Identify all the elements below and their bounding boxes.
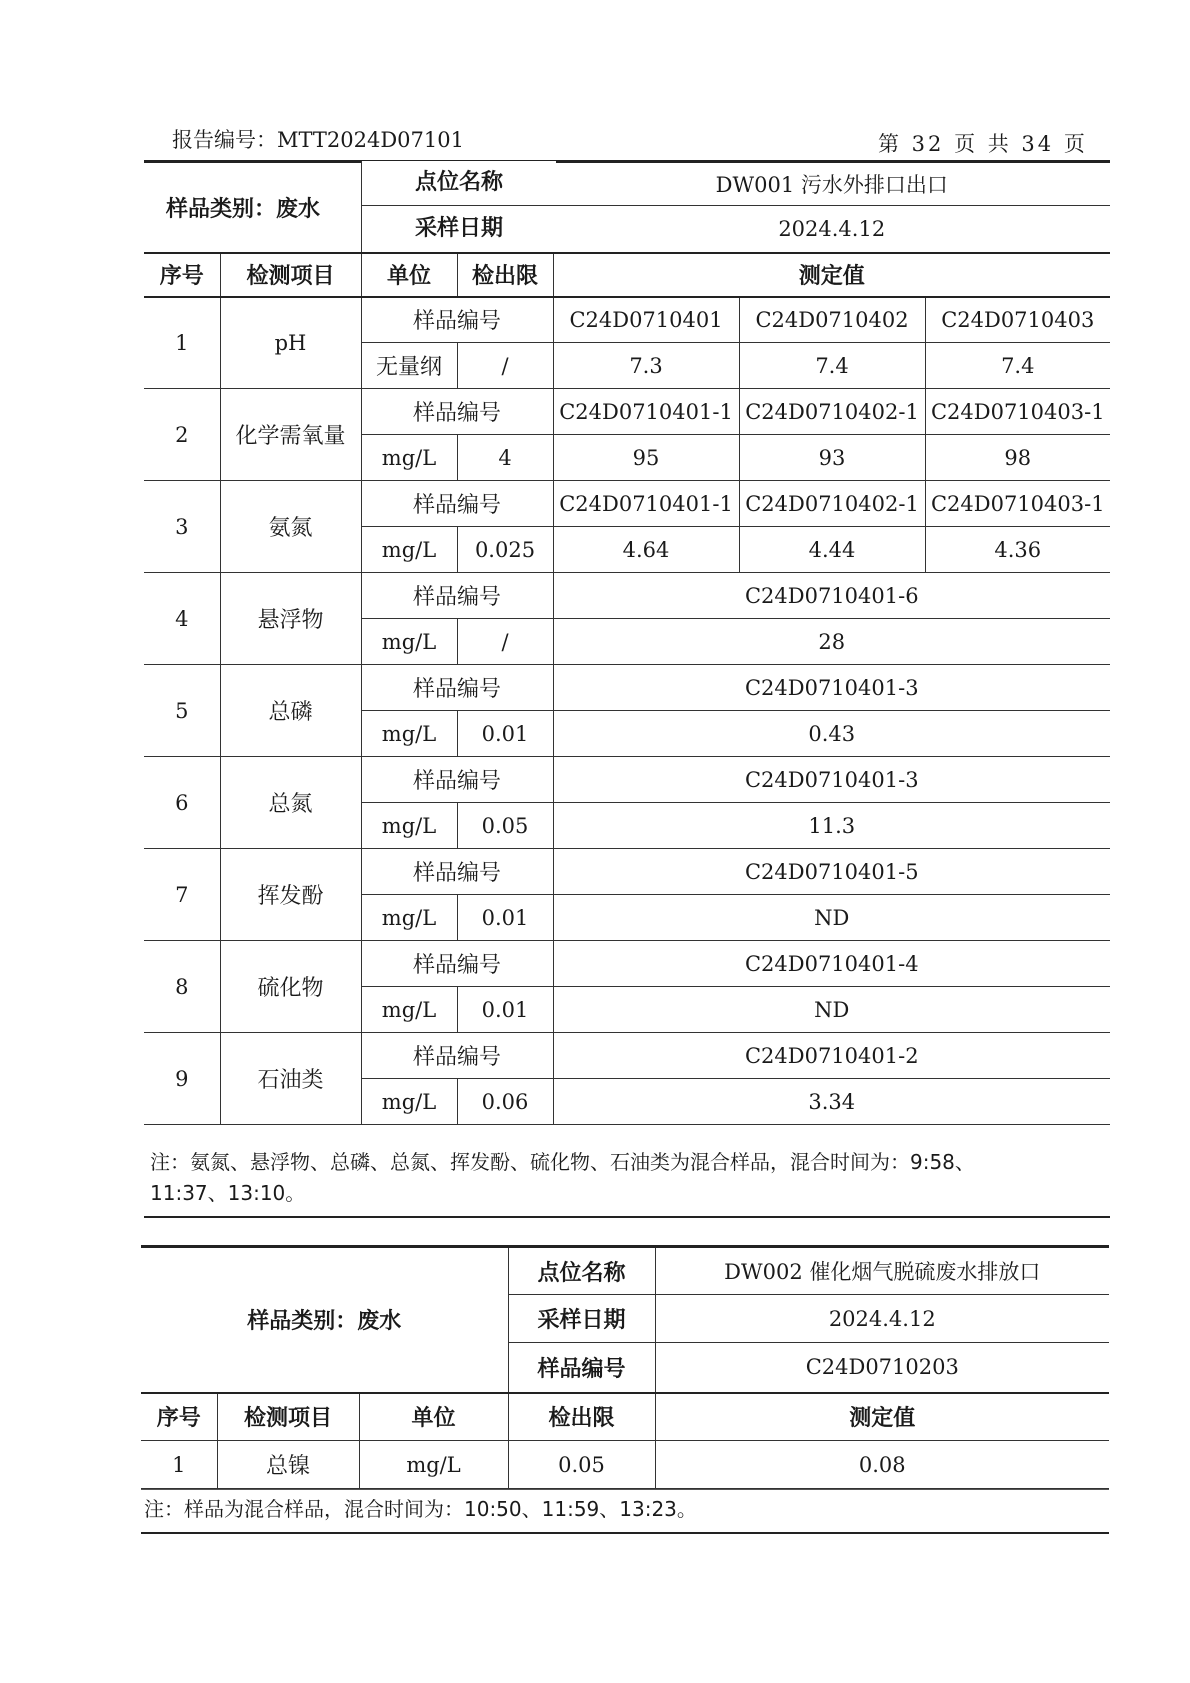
point-name-label: 点位名称 [362,161,556,206]
row-limit: / [457,619,553,665]
sample-code-label: 样品编号 [361,389,553,435]
table2-row-rule [141,1489,1109,1490]
report-number: 报告编号：MTT2024D07101 [172,128,464,152]
table-row [144,573,1110,619]
row-limit: 0.05 [508,1441,655,1489]
row-item: 硫化物 [220,941,361,1033]
row-unit: 无量纲 [361,343,457,389]
page-info: 第 32 页 共 34 页 [878,132,1088,156]
sample-code: C24D0710401-1 [553,481,739,527]
row-item: 化学需氧量 [220,389,361,481]
sample-code: C24D0710401-4 [553,941,1110,987]
sample-code: C24D0710401 [553,297,739,343]
row-no: 3 [144,481,220,573]
sample-code: C24D0710401-6 [553,573,1110,619]
sample-code-label: 样品编号 [361,665,553,711]
col-header-unit: 单位 [361,253,457,297]
row-unit: mg/L [361,803,457,849]
point-name-value: DW001 污水外排口出口 [553,162,1110,206]
row-unit: mg/L [361,1079,457,1125]
row-unit: mg/L [361,987,457,1033]
measured-value: 98 [925,435,1110,481]
row-no: 8 [144,941,220,1033]
sample-code-label: 样品编号 [361,481,553,527]
row-limit: 0.01 [457,711,553,757]
sample-code-label: 样品编号 [361,1033,553,1079]
sample-code: C24D0710402-1 [739,389,925,435]
row-no: 5 [144,665,220,757]
sampling-date-label: 采样日期 [414,216,503,241]
col-header-value: 测定值 [553,253,1110,297]
row-unit: mg/L [361,711,457,757]
measured-value: 3.34 [553,1079,1110,1125]
sample-code-label: 样品编号 [361,297,553,343]
row-item: 悬浮物 [220,573,361,665]
row-limit: 0.01 [457,987,553,1033]
row-unit: mg/L [359,1441,508,1489]
results-table-dw001 [144,160,1110,1125]
row-limit: 4 [457,435,553,481]
measured-value: 93 [739,435,925,481]
results-table-dw002 [141,1245,1109,1489]
row-unit: mg/L [361,527,457,573]
sample-code: C24D0710401-2 [553,1033,1110,1079]
measured-value: 4.36 [925,527,1110,573]
sample-code: C24D0710402-1 [739,481,925,527]
row-item: 总镍 [217,1441,359,1489]
table-row [144,849,1110,895]
measured-value: 0.43 [553,711,1110,757]
row-item: 挥发酚 [220,849,361,941]
table2-row [141,1441,1109,1489]
measured-value: 4.64 [553,527,739,573]
sample-code-label: 样品编号 [361,849,553,895]
measured-value: ND [553,895,1110,941]
measured-value: 95 [553,435,739,481]
row-item: 氨氮 [220,481,361,573]
sample-code: C24D0710401-3 [553,757,1110,803]
sample-code: C24D0710401-3 [553,665,1110,711]
point-label-block [361,161,556,252]
sampling-date-value: 2024.4.12 [553,206,1110,253]
col-header-limit-2: 检出限 [508,1393,655,1441]
sample-code: C24D0710403-1 [925,481,1110,527]
row-unit: mg/L [361,895,457,941]
sample-code-value-2: C24D0710203 [655,1343,1109,1393]
row-no: 4 [144,573,220,665]
point-name-label-2: 点位名称 [508,1247,655,1295]
sample-code: C24D0710403-1 [925,389,1110,435]
measured-value: 4.44 [739,527,925,573]
sample-code-label: 样品编号 [361,573,553,619]
sampling-date-value-2: 2024.4.12 [655,1295,1109,1343]
sample-code: C24D0710402 [739,297,925,343]
table1-bottom-rule [144,1216,1110,1218]
col-header-limit: 检出限 [457,253,553,297]
point-name-value-2: DW002 催化烟气脱硫废水排放口 [655,1247,1109,1295]
row-no: 6 [144,757,220,849]
row-limit: 0.06 [457,1079,553,1125]
table-row [144,757,1110,803]
row-no: 9 [144,1033,220,1125]
table-row [144,941,1110,987]
row-limit: 0.05 [457,803,553,849]
sample-type: 样品类别：废水 [144,162,553,253]
sample-code-label: 样品编号 [361,941,553,987]
row-no: 2 [144,389,220,481]
row-value: 0.08 [655,1441,1109,1489]
note-table1-line2: 11:37、13:10。 [150,1181,306,1205]
col-header-value-2: 测定值 [655,1393,1109,1441]
row-limit: / [457,343,553,389]
results-body [144,297,1110,1125]
measured-value: 7.3 [553,343,739,389]
table2-bottom-rule [141,1532,1109,1534]
row-no: 1 [144,297,220,389]
sample-code: C24D0710401-5 [553,849,1110,895]
sample-code-label-2: 样品编号 [508,1343,655,1393]
table-row [144,481,1110,527]
measured-value: ND [553,987,1110,1033]
row-unit: mg/L [361,619,457,665]
col-header-item: 检测项目 [220,253,361,297]
measured-value: 11.3 [553,803,1110,849]
row-item: 石油类 [220,1033,361,1125]
row-item: pH [220,297,361,389]
note-table1-line1: 注：氨氮、悬浮物、总磷、总氮、挥发酚、硫化物、石油类为混合样品，混合时间为：9:58、 [150,1150,975,1174]
sampling-date-label-2: 采样日期 [508,1295,655,1343]
row-no: 1 [141,1441,217,1489]
table-row [144,1033,1110,1079]
row-item: 总磷 [220,665,361,757]
row-limit: 0.01 [457,895,553,941]
row-item: 总氮 [220,757,361,849]
col-header-item-2: 检测项目 [217,1393,359,1441]
measured-value: 7.4 [925,343,1110,389]
sample-code: C24D0710403 [925,297,1110,343]
table-row [144,389,1110,435]
col-header-unit-2: 单位 [359,1393,508,1441]
sample-type-2: 样品类别：废水 [141,1247,508,1393]
row-limit: 0.025 [457,527,553,573]
table-row [144,297,1110,343]
row-unit: mg/L [361,435,457,481]
measured-value: 28 [553,619,1110,665]
row-no: 7 [144,849,220,941]
col-header-no: 序号 [144,253,220,297]
col-header-no-2: 序号 [141,1393,217,1441]
measured-value: 7.4 [739,343,925,389]
sample-code-label: 样品编号 [361,757,553,803]
note-table2: 注：样品为混合样品，混合时间为：10:50、11:59、13:23。 [144,1497,697,1521]
sample-code: C24D0710401-1 [553,389,739,435]
table-row [144,665,1110,711]
